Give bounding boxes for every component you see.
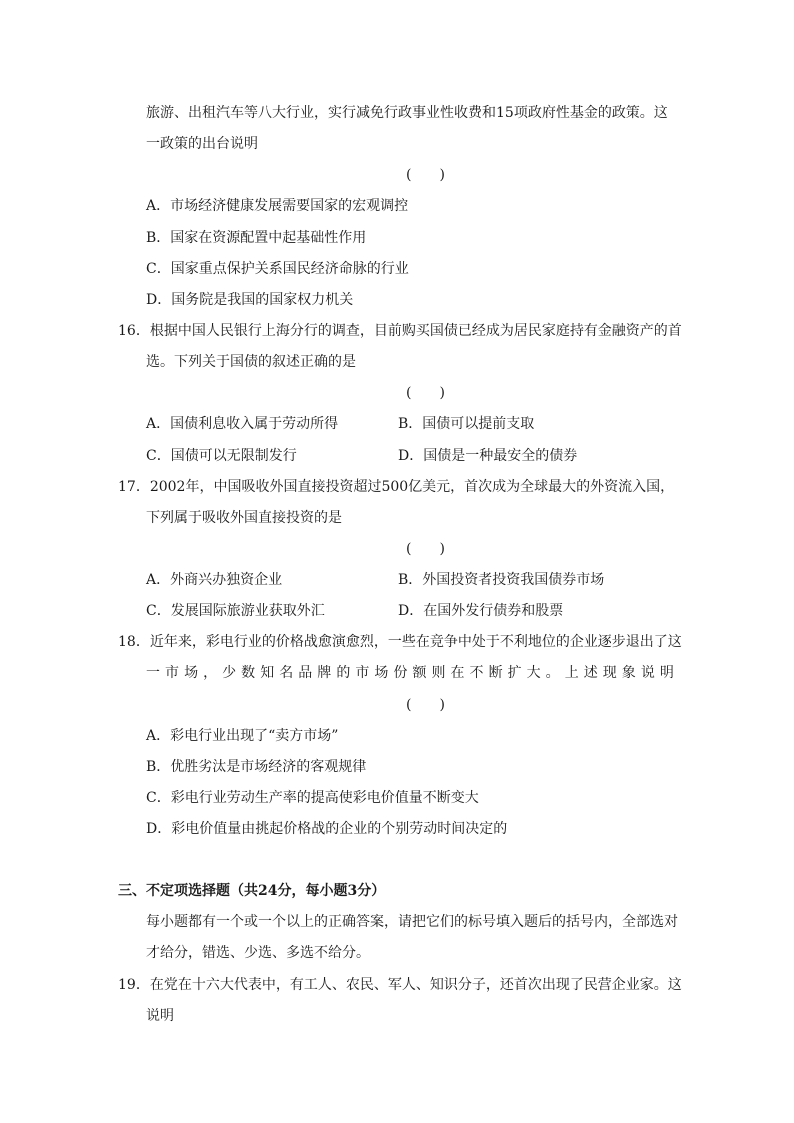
q18-stem-char: 在 <box>450 665 465 681</box>
q18-stem-char: 品 <box>298 665 313 681</box>
q16-stem-line1: 16．根据中国人民银行上海分行的调查，目前购买国债已经成为居民家庭持有金融资产的首 <box>118 323 682 339</box>
q18-stem-char: 知 <box>260 665 275 681</box>
q18-option-a: A．彩电行业出现了“卖方市场” <box>146 728 339 744</box>
q17-stem-line1: 17．2002年，中国吸收外国直接投资超过500亿美元，首次成为全球最大的外资流入国， <box>118 479 675 495</box>
q17-option-b: B．外国投资者投资我国债券市场 <box>398 572 605 588</box>
q15-option-c: C．国家重点保护关系国民经济命脉的行业 <box>146 261 409 277</box>
q15-option-a: A．市场经济健康发展需要国家的宏观调控 <box>146 198 409 214</box>
q18-stem-char: 说 <box>640 665 655 681</box>
q16-option-a: A．国债利息收入属于劳动所得 <box>146 416 339 432</box>
q17-answer-blank: ( ) <box>406 541 445 557</box>
q18-stem-char: 场 <box>374 665 389 681</box>
q18-stem-char: 份 <box>393 665 408 681</box>
q18-stem-char: 。 <box>545 665 560 681</box>
q17-option-d: D．在国外发行债券和股票 <box>398 603 564 619</box>
q18-stem-char: 数 <box>241 665 256 681</box>
q18-stem-char: 少 <box>222 665 237 681</box>
q18-option-c: C．彩电行业劳动生产率的提高使彩电价值量不断变大 <box>146 790 479 806</box>
q19-stem-line2: 说明 <box>146 1008 174 1024</box>
q16-answer-blank: ( ) <box>406 385 445 401</box>
section-3-instructions-line1: 每小题都有一个或一个以上的正确答案，请把它们的标号填入题后的括号内，全部选对 <box>146 914 678 930</box>
q18-stem-char: 现 <box>602 665 617 681</box>
q16-option-c: C．国债可以无限制发行 <box>146 448 297 464</box>
q18-stem-char: 牌 <box>317 665 332 681</box>
q18-stem-char: 名 <box>279 665 294 681</box>
q18-stem-char: 述 <box>583 665 598 681</box>
q17-stem-line2: 下列属于吸收外国直接投资的是 <box>146 510 342 526</box>
q18-stem-char: 扩 <box>507 665 522 681</box>
q18-option-d: D．彩电价值量由挑起价格战的企业的个别劳动时间决定的 <box>146 821 508 837</box>
section-3-heading: 三、不定项选择题（共24分，每小题3分） <box>118 883 386 899</box>
q15-option-b: B．国家在资源配置中起基础性作用 <box>146 230 367 246</box>
q17-option-c: C．发展国际旅游业获取外汇 <box>146 603 325 619</box>
q18-option-b: B．优胜劣汰是市场经济的客观规律 <box>146 759 367 775</box>
q18-stem-line2 <box>146 663 674 683</box>
q16-stem-line2: 选。下列关于国债的叙述正确的是 <box>146 354 356 370</box>
section-3-instructions-line2: 才给分，错选、少选、多选不给分。 <box>146 945 370 961</box>
q18-stem-char: 则 <box>431 665 446 681</box>
q18-stem-char: 市 <box>165 665 180 681</box>
q15-answer-blank: ( ) <box>406 167 445 183</box>
q18-stem-char: 上 <box>564 665 579 681</box>
q18-stem-char: 额 <box>412 665 427 681</box>
q16-option-d: D．国债是一种最安全的债券 <box>398 448 578 464</box>
q18-stem-char: 不 <box>469 665 484 681</box>
q18-stem-char: 大 <box>526 665 541 681</box>
q18-answer-blank: ( ) <box>406 697 445 713</box>
q19-stem-line1: 19．在党在十六大代表中，有工人、农民、军人、知识分子，还首次出现了民营企业家。这 <box>118 977 682 993</box>
q18-stem-char: 断 <box>488 665 503 681</box>
q18-stem-line1: 18．近年来，彩电行业的价格战愈演愈烈，一些在竞争中处于不利地位的企业逐步退出了这 <box>118 634 682 650</box>
q18-stem-char: 象 <box>621 665 636 681</box>
q15-stem-line2: 一政策的出台说明 <box>146 136 258 152</box>
q18-stem-char: 明 <box>659 665 674 681</box>
q18-stem-char: 场 <box>184 665 199 681</box>
q18-stem-char: ， <box>203 665 218 681</box>
q17-option-a: A．外商兴办独资企业 <box>146 572 283 588</box>
q18-stem-char: 市 <box>355 665 370 681</box>
q18-stem-char: 的 <box>336 665 351 681</box>
q16-option-b: B．国债可以提前支取 <box>398 416 535 432</box>
q15-option-d: D．国务院是我国的国家权力机关 <box>146 292 354 308</box>
q18-stem-char: 一 <box>146 665 160 681</box>
q15-stem-line1: 旅游、出租汽车等八大行业，实行减免行政事业性收费和15项政府性基金的政策。这 <box>146 105 668 121</box>
